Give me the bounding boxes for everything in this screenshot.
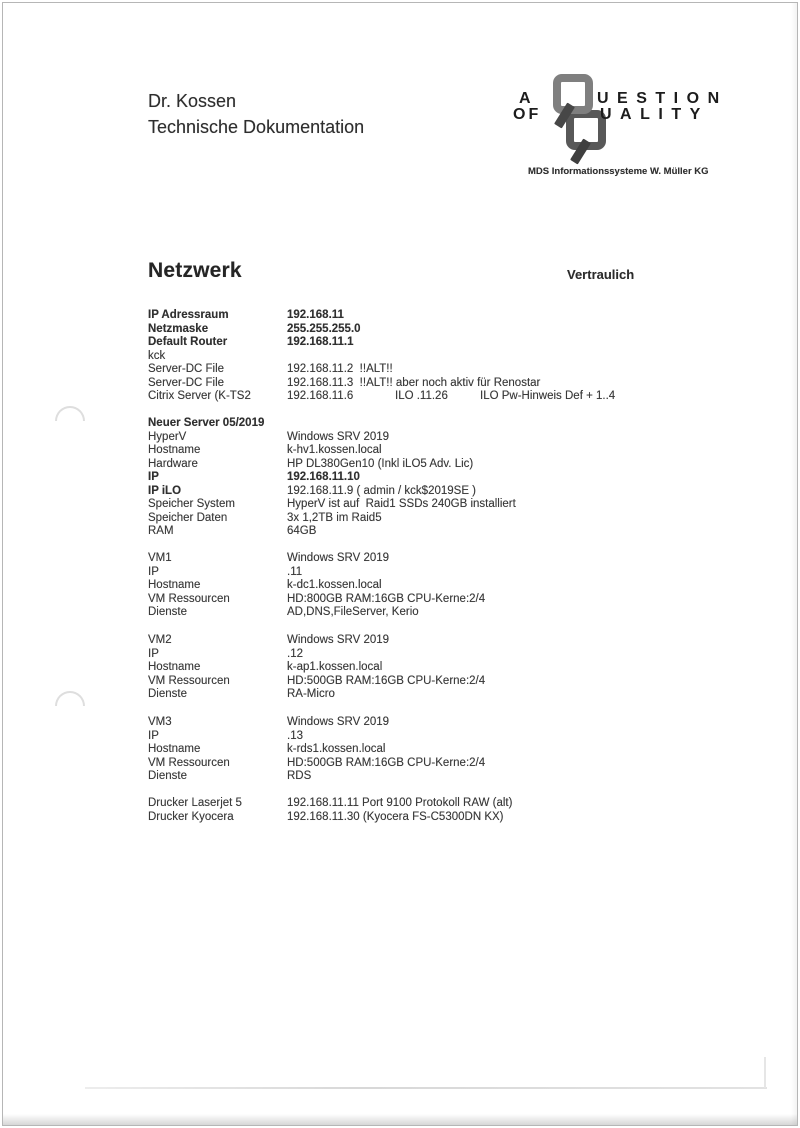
row-label: HyperV bbox=[148, 430, 187, 443]
row-label: Netzmaske bbox=[148, 322, 209, 335]
doc-row bbox=[148, 593, 768, 607]
scan-shadow bbox=[3, 1114, 797, 1125]
row-label: IP bbox=[148, 729, 159, 742]
server-section bbox=[148, 417, 768, 539]
row-value: HP DL380Gen10 (Inkl iLO5 Adv. Lic) bbox=[287, 457, 474, 470]
row-label: Dienste bbox=[148, 688, 187, 700]
logo-text-uality: UALITY bbox=[600, 106, 709, 123]
doc-row bbox=[148, 458, 768, 472]
row-label: Hostname bbox=[148, 579, 201, 591]
row-value: .13 bbox=[287, 729, 303, 742]
doc-row bbox=[148, 552, 768, 566]
doc-row bbox=[148, 743, 768, 757]
paper-edge-line bbox=[764, 1057, 766, 1088]
doc-row bbox=[148, 498, 768, 512]
paper-edge-line bbox=[85, 1087, 767, 1089]
row-label: IP Adressraum bbox=[148, 309, 229, 321]
row-label: VM Ressourcen bbox=[148, 756, 230, 769]
row-value: HD:500GB RAM:16GB CPU-Kerne:2/4 bbox=[287, 674, 486, 687]
row-label: VM Ressourcen bbox=[148, 674, 230, 687]
row-value: HD:500GB RAM:16GB CPU-Kerne:2/4 bbox=[287, 756, 486, 769]
row-value: AD,DNS,FileServer, Kerio bbox=[287, 606, 419, 618]
row-label: Hostname bbox=[148, 444, 201, 456]
doc-row bbox=[148, 770, 768, 784]
doc-row bbox=[148, 444, 768, 458]
row-label: Default Router bbox=[148, 336, 228, 348]
document-type: Technische Dokumentation bbox=[148, 117, 365, 137]
row-value: Windows SRV 2019 bbox=[287, 634, 390, 646]
row-value: k-hv1.kossen.local bbox=[287, 444, 382, 456]
vm2-section bbox=[148, 634, 768, 702]
row-value: k-ap1.kossen.local bbox=[287, 661, 383, 673]
row-value: .12 bbox=[287, 647, 303, 660]
row-value: 192.168.11.11 Port 9100 Protokoll RAW (alt) bbox=[287, 797, 513, 809]
doc-row bbox=[148, 377, 768, 391]
row-value: 192.168.11.9 ( admin / kck$2019SE ) bbox=[287, 484, 477, 497]
row-label: RAM bbox=[148, 525, 174, 537]
row-label: Dienste bbox=[148, 770, 187, 782]
doc-row bbox=[148, 797, 768, 811]
doc-row bbox=[148, 716, 768, 730]
doc-row bbox=[148, 485, 768, 499]
doc-row bbox=[148, 350, 768, 364]
doc-row bbox=[148, 390, 768, 404]
doc-row bbox=[148, 471, 768, 485]
row-value: Windows SRV 2019 bbox=[287, 552, 390, 564]
logo-text-of: OF bbox=[513, 106, 542, 123]
row-value: .11 bbox=[287, 565, 303, 578]
row-label: VM Ressourcen bbox=[148, 592, 230, 605]
row-label: kck bbox=[148, 349, 166, 362]
scan-shadow bbox=[791, 3, 797, 1125]
row-label: Speicher Daten bbox=[148, 511, 228, 524]
doc-row bbox=[148, 661, 768, 675]
row-value: 3x 1,2TB im Raid5 bbox=[287, 511, 382, 524]
letterhead bbox=[148, 88, 364, 140]
row-value: 64GB bbox=[287, 525, 317, 537]
row-value: RA-Micro bbox=[287, 688, 335, 700]
doc-row bbox=[148, 579, 768, 593]
punch-hole-mark bbox=[55, 691, 85, 706]
row-label: IP bbox=[148, 647, 159, 660]
row-label: IP bbox=[148, 565, 159, 578]
row-value: 192.168.11.3 !!ALT!! aber noch aktiv für Renostar bbox=[287, 376, 541, 389]
doc-row bbox=[148, 417, 768, 431]
row-label: Drucker Laserjet 5 bbox=[148, 797, 242, 809]
row-label: VM1 bbox=[148, 552, 172, 564]
doc-row bbox=[148, 566, 768, 580]
row-value: k-dc1.kossen.local bbox=[287, 579, 382, 591]
row-value: 255.255.255.0 bbox=[287, 322, 361, 335]
row-value: HyperV ist auf Raid1 SSDs 240GB installiert bbox=[287, 498, 516, 510]
row-value: HD:800GB RAM:16GB CPU-Kerne:2/4 bbox=[287, 592, 486, 605]
row-value: 192.168.11.10 bbox=[287, 471, 360, 483]
row-label: IP bbox=[148, 471, 159, 483]
row-value: k-rds1.kossen.local bbox=[287, 743, 386, 755]
doc-row bbox=[148, 675, 768, 689]
row-label: Hostname bbox=[148, 743, 201, 755]
row-value: Windows SRV 2019 bbox=[287, 716, 390, 728]
doc-row bbox=[148, 336, 768, 350]
row-value: 192.168.11.6 bbox=[287, 390, 354, 402]
row-label: Dienste bbox=[148, 606, 187, 618]
doc-row bbox=[148, 648, 768, 662]
doc-row bbox=[148, 525, 768, 539]
row-value: 192.168.11 bbox=[287, 309, 344, 321]
printers-section bbox=[148, 797, 768, 824]
row-label: Hostname bbox=[148, 661, 201, 673]
row-value: 192.168.11.2 !!ALT!! bbox=[287, 363, 393, 375]
doc-row bbox=[148, 512, 768, 526]
row-label: IP iLO bbox=[148, 484, 182, 497]
doc-row bbox=[148, 730, 768, 744]
row-label: Speicher System bbox=[148, 498, 235, 510]
doc-row bbox=[148, 323, 768, 337]
row-label: VM2 bbox=[148, 634, 172, 646]
vm1-section bbox=[148, 552, 768, 620]
row-label: Citrix Server (K-TS2 bbox=[148, 390, 251, 402]
doc-row bbox=[148, 309, 768, 323]
row-label: Neuer Server 05/2019 bbox=[148, 417, 265, 429]
company-name: MDS Informationssysteme W. Müller KG bbox=[528, 166, 709, 177]
row-label: Server-DC File bbox=[148, 363, 225, 375]
classification-label: Vertraulich bbox=[567, 267, 635, 282]
row-label: Drucker Kyocera bbox=[148, 810, 234, 823]
doc-row bbox=[148, 757, 768, 771]
logo-text-uestion: UESTION bbox=[597, 90, 728, 107]
network-section bbox=[148, 309, 768, 404]
doc-row bbox=[148, 431, 768, 445]
doc-row bbox=[148, 688, 768, 702]
doc-row bbox=[148, 634, 768, 648]
doc-row bbox=[148, 363, 768, 377]
logo-text-a: A bbox=[519, 90, 531, 107]
author-name: Dr. Kossen bbox=[148, 91, 237, 111]
row-value: RDS bbox=[287, 770, 312, 782]
page-title: Netzwerk bbox=[148, 259, 242, 282]
row-value: 192.168.11.30 (Kyocera FS-C5300DN KX) bbox=[287, 810, 504, 823]
row-value: Windows SRV 2019 bbox=[287, 430, 390, 443]
row-col3: ILO .11.26 bbox=[395, 390, 448, 402]
doc-row bbox=[148, 811, 768, 825]
row-label: Hardware bbox=[148, 457, 198, 470]
row-label: Server-DC File bbox=[148, 376, 225, 389]
punch-hole-mark bbox=[55, 406, 85, 421]
row-value: 192.168.11.1 bbox=[287, 336, 354, 348]
company-logo bbox=[513, 66, 745, 178]
row-label: VM3 bbox=[148, 716, 172, 728]
vm3-section bbox=[148, 716, 768, 784]
doc-row bbox=[148, 606, 768, 620]
row-col4: ILO Pw-Hinweis Def + 1..4 bbox=[480, 390, 616, 402]
